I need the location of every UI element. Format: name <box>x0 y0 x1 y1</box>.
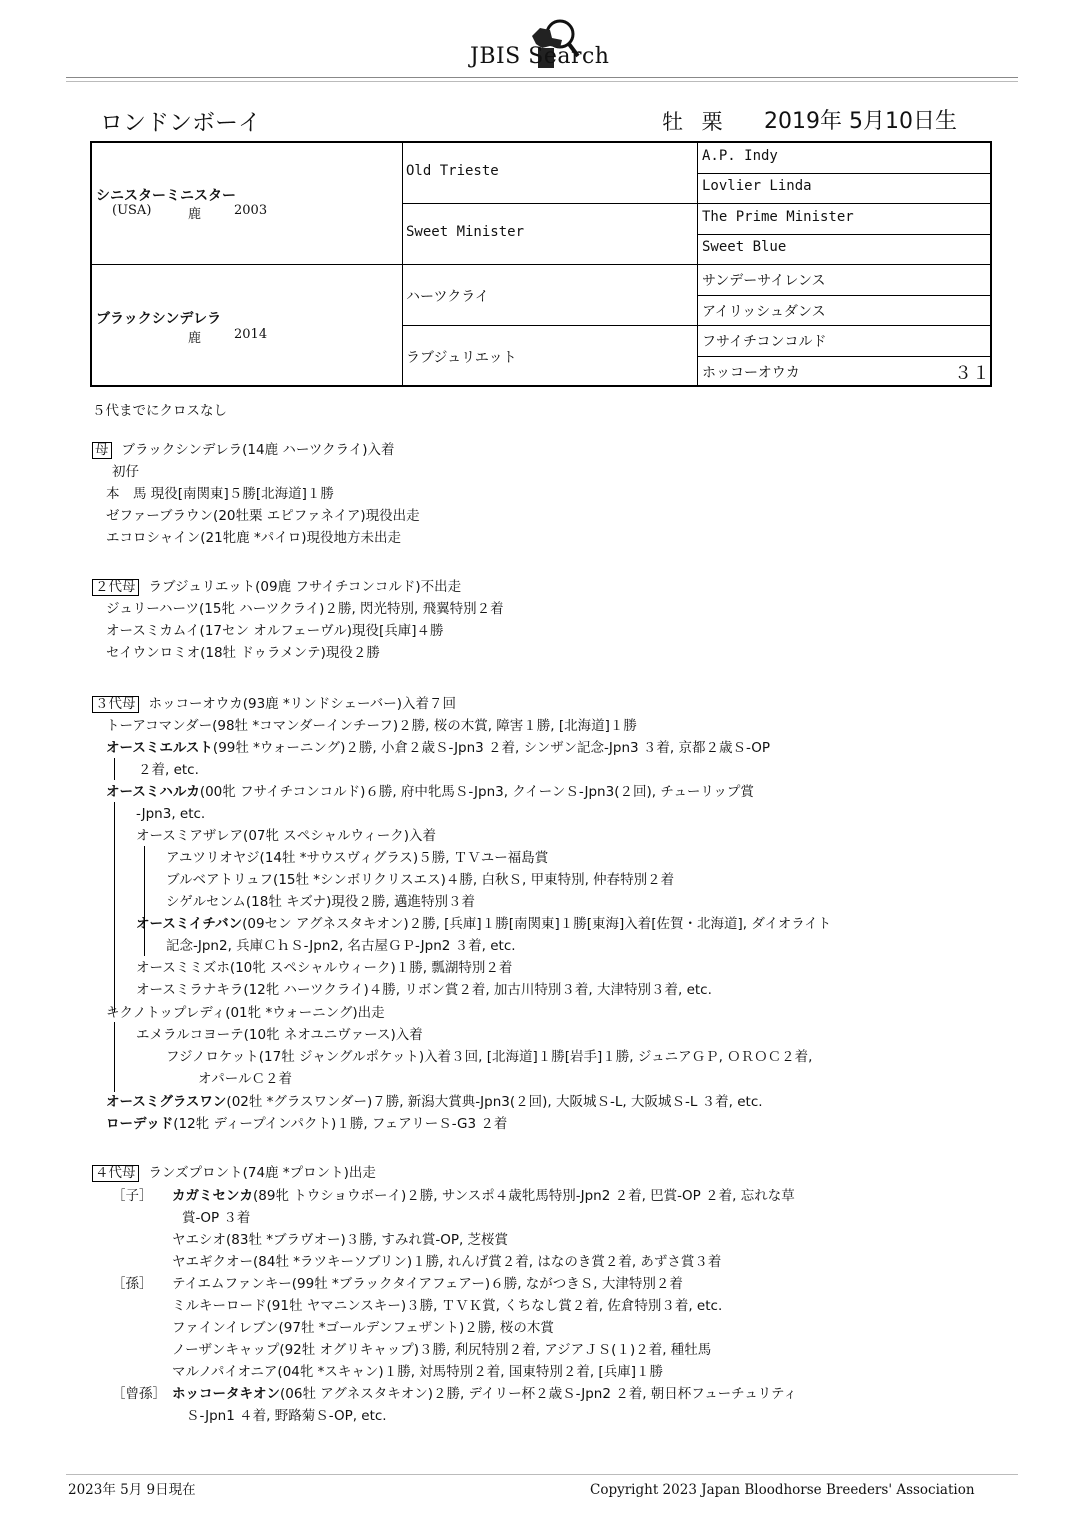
family-line <box>106 599 504 619</box>
family-line <box>138 760 199 780</box>
tree-line <box>114 802 115 1012</box>
logo-text: JBIS Search <box>470 44 610 69</box>
jbis-logo <box>470 14 640 74</box>
dam-line-heading <box>92 440 395 460</box>
family-line <box>136 958 512 978</box>
generation-label: ４代母 <box>92 1165 139 1182</box>
family-line <box>182 1208 250 1228</box>
g3-5: サンデーサイレンス <box>702 273 826 289</box>
g2-sire-sire: Old Trieste <box>406 163 499 179</box>
g2-sire-dam: Sweet Minister <box>406 224 525 240</box>
horse-birthdate: 2019年 5月10日生 <box>764 109 957 134</box>
line-text: 記念-Jpn2, 兵庫ＣｈＳ-Jpn2, 名古屋ＧＰ-Jpn2 ３着, etc. <box>166 938 516 954</box>
line-text: マルノパイオニア(04牝 *スキャン)１勝, 対馬特別２着, 国東特別２着, [兵庫]１勝 <box>172 1364 663 1380</box>
family-line <box>166 870 674 890</box>
footer-copyright: Copyright 2023 Japan Bloodhorse Breeders' Association <box>590 1482 975 1498</box>
line-text: トーアコマンダー(98牡 *コマンダーインチーフ)２勝, 桜の木賞, 障害１勝, [北海道]１勝 <box>106 718 637 734</box>
horse-sex-color: 牡 栗 <box>662 110 729 134</box>
g3-2: Lovlier Linda <box>702 178 812 194</box>
family-line <box>136 1025 423 1045</box>
family-line <box>106 484 334 504</box>
dam-year: 2014 <box>234 327 268 342</box>
tree-line <box>114 1022 115 1092</box>
cross-note: ５代までにクロスなし <box>92 403 227 419</box>
family-line <box>172 1230 508 1250</box>
family-line <box>106 621 444 641</box>
generation-label: 母 <box>92 442 112 459</box>
family-number: ３１ <box>954 363 990 384</box>
family-line <box>112 462 139 482</box>
footer-date: 2023年 5月 9日現在 <box>68 1482 196 1498</box>
header-rule-2 <box>66 81 1018 82</box>
family-line <box>106 1003 385 1023</box>
line-text: (99牡 *ウォーニング)２勝, 小倉２歳Ｓ-Jpn3 ２着, シンザン記念-Jpn3 ３着, 京都２歳Ｓ-OP <box>212 740 770 756</box>
line-text: ミルキーロード(91牡 ヤマニンスキー)３勝, ＴＶＫ賞, くちなし賞２着, 佐倉特別３着, etc. <box>172 1298 723 1314</box>
tree-line <box>114 758 115 780</box>
line-text: アユツリオヤジ(14牡 *サウスヴィグラス)５勝, ＴＶユー福島賞 <box>166 850 549 866</box>
notable-horse-name: ローデッド <box>106 1116 174 1132</box>
sire-year: 2003 <box>234 203 268 218</box>
g3-4: Sweet Blue <box>702 239 787 255</box>
line-text: オースミアザレア(07牝 スペシャルウィーク)入着 <box>136 828 436 844</box>
sire-name: シニスターミニスター <box>96 188 236 204</box>
line-text: オースミミズホ(10牝 スペシャルウィーク)１勝, 瓢湖特別２着 <box>136 960 513 976</box>
line-text: ２着, etc. <box>138 762 199 778</box>
dam-line-heading <box>92 694 456 714</box>
generation-tag: ［子］ <box>112 1188 153 1204</box>
line-text: ヤエギクオー(84牡 *ラツキーソブリン)１勝, れんげ賞２着, はなのき賞２着, あずさ賞３着 <box>172 1254 722 1270</box>
line-text: (89牝 トウショウボーイ)２勝, サンスポ４歳牝馬特別-Jpn2 ２着, 巴賞-OP ２着, 忘れな草 <box>253 1188 795 1204</box>
line-text: セイウンロミオ(18牡 ドゥラメンテ)現役２勝 <box>106 645 380 661</box>
dam-line-heading <box>92 577 461 597</box>
line-text: オパールＣ２着 <box>198 1071 292 1087</box>
g3-1: A.P. Indy <box>702 148 778 164</box>
line-text: ランズプロント(74鹿 *プロント)出走 <box>148 1165 376 1181</box>
line-text: ブラックシンデレラ(14鹿 ハーツクライ)入着 <box>121 442 395 458</box>
dam-color: 鹿 <box>188 331 202 346</box>
line-text: (02牡 *グラスワンダー)７勝, 新潟大賞典-Jpn3(２回), 大阪城Ｓ-L, 大阪城Ｓ-L ３着, etc. <box>226 1094 763 1110</box>
line-text: ノーザンキャップ(92牡 オグリキャップ)３勝, 利尻特別２着, アジアＪＳ(１)２着, 種牡馬 <box>172 1342 712 1358</box>
family-line <box>172 1340 711 1360</box>
line-text: エコロシャイン(21牝鹿 *パイロ)現役地方未出走 <box>106 530 401 546</box>
g3-7: フサイチコンコルド <box>702 334 827 350</box>
family-line <box>106 506 420 526</box>
family-line <box>112 1384 797 1404</box>
sire-color: 鹿 <box>188 207 202 222</box>
family-line <box>106 716 637 736</box>
family-line <box>186 1406 387 1426</box>
line-text: (00牝 フサイチコンコルド)６勝, 府中牝馬Ｓ-Jpn3, クイーンＳ-Jpn3(２回), チューリップ賞 <box>199 784 754 800</box>
generation-label: ３代母 <box>92 696 139 713</box>
line-text: 賞-OP ３着 <box>182 1210 251 1226</box>
family-line <box>166 1047 812 1067</box>
dam-name: ブラックシンデレラ <box>96 311 222 327</box>
line-text: フジノロケット(17牡 ジャングルポケット)入着３回, [北海道]１勝[岩手]１勝, ジュニアＧＰ, ＯＲＯＣ２着, <box>166 1049 813 1065</box>
line-text: オースミラナキラ(12牝 ハーツクライ)４勝, リボン賞２着, 加古川特別３着, 大津特別３着, etc. <box>136 982 712 998</box>
family-line <box>172 1318 554 1338</box>
family-line <box>106 782 754 802</box>
footer-rule <box>66 1474 1018 1475</box>
tree-line <box>144 846 145 956</box>
line-text: ブルベアトリュフ(15牡 *シンボリクリスエス)４勝, 白秋Ｓ, 甲東特別, 仲春特別２着 <box>166 872 675 888</box>
line-text: ヤエシオ(83牡 *ブラヴオー)３勝, すみれ賞-OP, 芝桜賞 <box>172 1232 509 1248</box>
g2-dam-sire: ハーツクライ <box>406 289 489 305</box>
family-line <box>166 892 475 912</box>
notable-horse-name: オースミエルスト <box>106 740 213 756</box>
family-line <box>112 1274 683 1294</box>
line-text: 初仔 <box>112 464 139 480</box>
generation-label: ２代母 <box>92 579 139 596</box>
family-line <box>166 848 548 868</box>
family-line <box>136 804 205 824</box>
family-line <box>106 1092 763 1112</box>
line-text: ゼファーブラウン(20牡栗 エピファネイア)現役出走 <box>106 508 420 524</box>
pedigree-table <box>90 141 992 387</box>
line-text: (09セン アグネスタキオン)２勝, [兵庫]１勝[南関東]１勝[東海]入着[佐賀・北海道], ダイオライト <box>242 916 832 932</box>
line-text: テイエムファンキー(99牡 *ブラックタイアフェアー)６勝, ながつきＳ, 大津特別２着 <box>172 1276 683 1292</box>
notable-horse-name: オースミハルカ <box>106 784 200 800</box>
line-text: ホッコーオウカ(93鹿 *リンドシェーバー)入着７回 <box>148 696 457 712</box>
g3-3: The Prime Minister <box>702 209 854 225</box>
family-line <box>136 826 436 846</box>
family-line <box>166 936 516 956</box>
line-text: (06牡 アグネスタキオン)２勝, デイリー杯２歳Ｓ-Jpn2 ２着, 朝日杯フューチュリティ <box>280 1386 797 1402</box>
generation-tag: ［曾孫］ <box>112 1386 166 1402</box>
family-line <box>106 738 770 758</box>
line-text: ファインイレブン(97牡 *ゴールデンフェザント)２勝, 桜の木賞 <box>172 1320 554 1336</box>
header-rule <box>66 77 1018 78</box>
line-text: ラブジュリエット(09鹿 フサイチコンコルド)不出走 <box>148 579 462 595</box>
line-text: -Jpn3, etc. <box>136 806 206 822</box>
dam-line-heading <box>92 1163 376 1183</box>
line-text: Ｓ-Jpn1 ４着, 野路菊Ｓ-OP, etc. <box>186 1408 387 1424</box>
family-line <box>172 1296 722 1316</box>
family-line <box>136 914 831 934</box>
line-text: 本 馬 現役[南関東]５勝[北海道]１勝 <box>106 486 334 502</box>
g2-dam-dam: ラブジュリエット <box>406 350 517 366</box>
family-line <box>172 1252 721 1272</box>
sire-origin: (USA) <box>112 203 152 218</box>
line-text: オースミカムイ(17セン オルフェーヴル)現役[兵庫]４勝 <box>106 623 444 639</box>
family-line <box>106 528 401 548</box>
family-line <box>172 1362 663 1382</box>
g3-8: ホッコーオウカ <box>702 365 800 381</box>
family-line <box>106 643 380 663</box>
line-text: キクノトップレディ(01牝 *ウォーニング)出走 <box>106 1005 385 1021</box>
horse-name: ロンドンボーイ <box>100 110 261 136</box>
notable-horse-name: カガミセンカ <box>172 1188 253 1204</box>
line-text: エメラルコヨーテ(10牝 ネオユニヴァース)入着 <box>136 1027 423 1043</box>
family-line <box>106 1114 507 1134</box>
line-text: シゲルセンム(18牡 キズナ)現役２勝, 邁進特別３着 <box>166 894 475 910</box>
notable-horse-name: ホッコータキオン <box>172 1386 280 1402</box>
notable-horse-name: オースミグラスワン <box>106 1094 227 1110</box>
line-text: ジュリーハーツ(15牝 ハーツクライ)２勝, 閃光特別, 飛翼特別２着 <box>106 601 504 617</box>
family-line <box>112 1186 795 1206</box>
family-line <box>198 1069 292 1089</box>
family-line <box>136 980 712 1000</box>
g3-6: アイリッシュダンス <box>702 304 826 320</box>
generation-tag: ［孫］ <box>112 1276 153 1292</box>
notable-horse-name: オースミイチバン <box>136 916 243 932</box>
line-text: (12牝 ディープインパクト)１勝, フェアリーＳ-G3 ２着 <box>173 1116 508 1132</box>
